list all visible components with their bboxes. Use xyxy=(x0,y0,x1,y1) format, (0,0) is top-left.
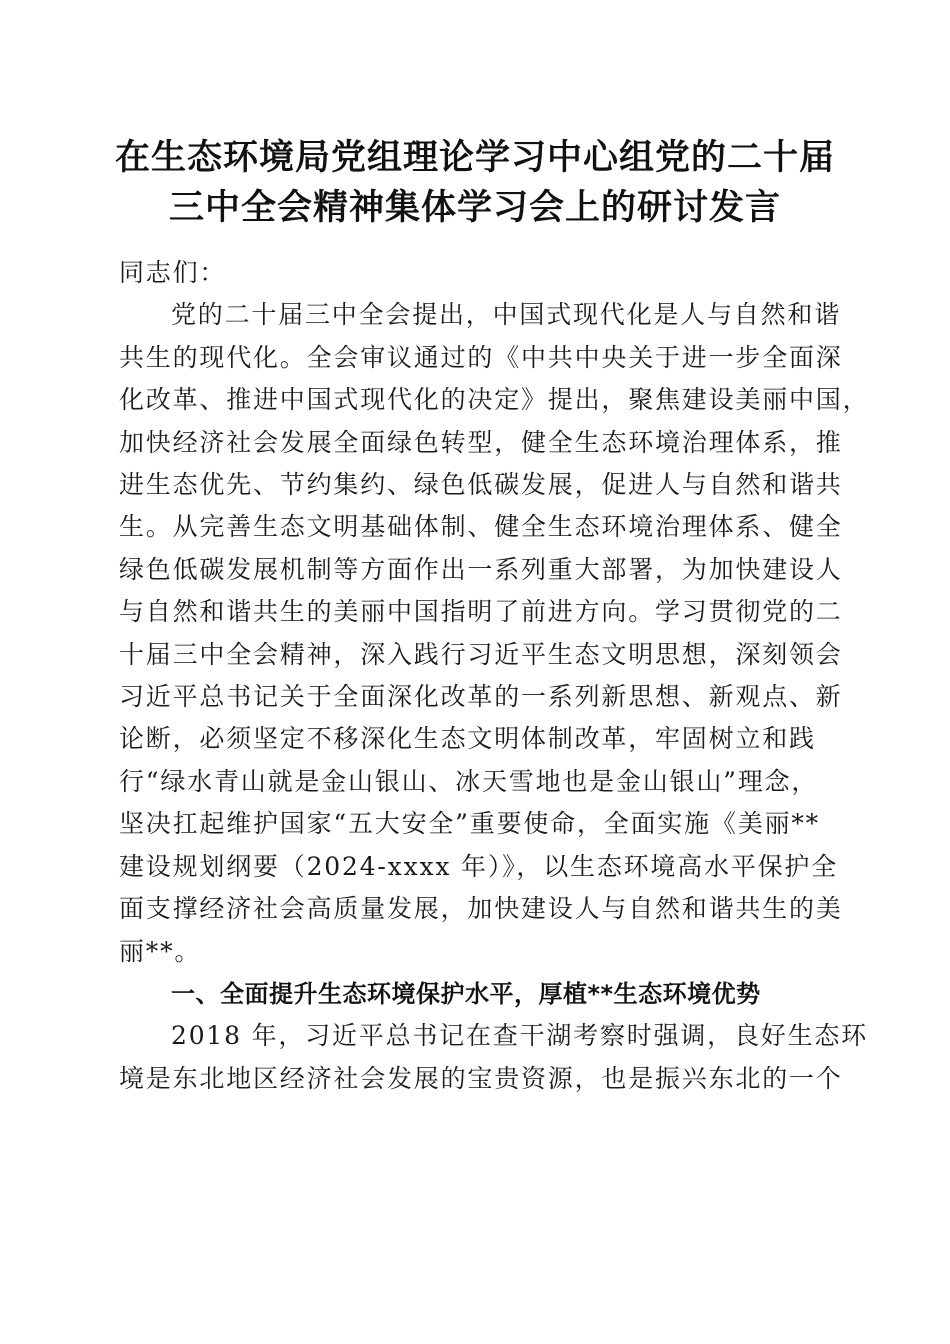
document-body xyxy=(119,252,870,1100)
section-1-line: 2018 年，习近平总书记在查干湖考察时强调，良好生态环 xyxy=(171,1021,868,1051)
intro-line: 党的二十届三中全会提出，中国式现代化是人与自然和谐 xyxy=(171,300,842,330)
intro-line: 面支撑经济社会高质量发展，加快建设人与自然和谐共生的美 xyxy=(119,894,843,924)
title-line-2: 三中全会精神集体学习会上的研讨发言 xyxy=(168,187,781,228)
intro-line: 生。从完善生态文明基础体制、健全生态环境治理体系、健全 xyxy=(119,512,843,542)
section-1-line: 境是东北地区经济社会发展的宝贵资源，也是振兴东北的一个 xyxy=(119,1063,843,1093)
title-line-1: 在生态环境局党组理论学习中心组党的二十届 xyxy=(114,137,835,178)
intro-line: 丽**。 xyxy=(119,936,202,966)
intro-line: 化改革、推进中国式现代化的决定》提出，聚焦建设美丽中国， xyxy=(119,385,870,415)
intro-line: 加快经济社会发展全面绿色转型，健全生态环境治理体系，推 xyxy=(119,427,843,457)
intro-line: 十届三中全会精神，深入践行习近平生态文明思想，深刻领会 xyxy=(119,639,843,669)
salutation: 同志们： xyxy=(119,258,227,287)
intro-line: 绿色低碳发展机制等方面作出一系列重大部署，为加快建设人 xyxy=(119,554,843,584)
intro-line: 习近平总书记关于全面深化改革的一系列新思想、新观点、新 xyxy=(119,682,843,712)
document-title xyxy=(90,133,860,233)
intro-line: 建设规划纲要（2024-xxxx 年）》，以生态环境高水平保护全 xyxy=(119,851,839,881)
intro-line: 行“绿水青山就是金山银山、冰天雪地也是金山银山”理念， xyxy=(119,766,819,796)
intro-line: 与自然和谐共生的美丽中国指明了前进方向。学习贯彻党的二 xyxy=(119,597,843,627)
section-heading-1: 一、全面提升生态环境保护水平，厚植**生态环境优势 xyxy=(171,979,761,1008)
intro-line: 坚决扛起维护国家“五大安全”重要使命，全面实施《美丽** xyxy=(119,809,820,839)
intro-line: 共生的现代化。全会审议通过的《中共中央关于进一步全面深 xyxy=(119,342,843,372)
intro-line: 进生态优先、节约集约、绿色低碳发展，促进人与自然和谐共 xyxy=(119,470,843,500)
intro-paragraph xyxy=(119,294,870,973)
intro-line: 论断，必须坚定不移深化生态文明体制改革，牢固树立和践 xyxy=(119,724,816,754)
section-1-paragraph xyxy=(119,1015,868,1100)
